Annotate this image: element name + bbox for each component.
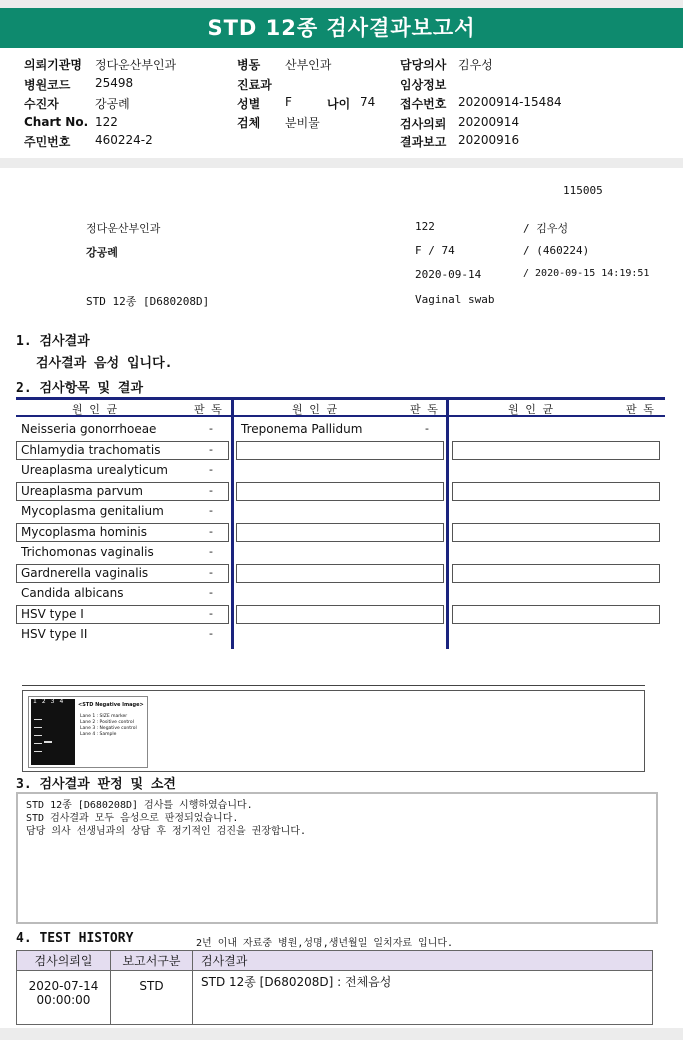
accession-value: 20200914-15484	[458, 95, 562, 109]
hospital-label: 의뢰기관명	[24, 58, 82, 72]
organism-name: HSV type I	[21, 606, 84, 621]
gel-title: <STD Negative Image>	[78, 702, 144, 708]
gel-lane-number: 3	[50, 698, 55, 705]
clinical-label: 임상정보	[400, 78, 447, 92]
doctor-label: 담당의사	[400, 58, 447, 72]
summary-hospital: 정다운산부인과	[86, 222, 161, 235]
ward-label: 병동	[237, 58, 261, 72]
history-col-type: 보고서구분	[111, 951, 193, 971]
empty-result-box	[452, 605, 660, 624]
col-organism-header-3: 원 인 균	[508, 403, 554, 416]
opinion-text	[26, 799, 306, 838]
empty-result-box	[452, 441, 660, 460]
organism-result: -	[425, 422, 429, 435]
organism-name: Ureaplasma urealyticum	[21, 463, 168, 477]
empty-result-box	[236, 482, 444, 501]
gel-lane-number: 4	[59, 698, 64, 705]
organism-result: -	[209, 545, 213, 558]
col-organism-header-2: 원 인 균	[292, 403, 338, 416]
patient-label: 수진자	[24, 97, 59, 111]
empty-result-box	[236, 605, 444, 624]
organism-name: Trichomonas vaginalis	[21, 545, 154, 559]
section3-heading: 3. 검사결과 판정 및 소견	[16, 777, 176, 792]
report-title: STD 12종 검사결과보고서	[0, 8, 683, 48]
organism-name: HSV type II	[21, 627, 88, 641]
history-result: STD 12종 [D680208D] : 전체음성	[193, 971, 653, 1025]
organism-result: -	[209, 422, 213, 435]
col-result-header-2: 판 독	[410, 403, 438, 416]
organism-result: -	[209, 627, 213, 640]
organism-result: -	[209, 442, 213, 456]
organism-result: -	[209, 565, 213, 579]
history-col-result: 검사결과	[193, 951, 653, 971]
gel-lane-numbers	[33, 698, 68, 705]
organism-name: Chlamydia trachomatis	[21, 442, 161, 457]
summary-collect-date: 2020-09-14	[415, 268, 482, 281]
chart-label: Chart No.	[24, 115, 89, 129]
history-date: 2020-07-14	[28, 979, 99, 993]
report-number: 115005	[563, 184, 603, 197]
section1-text: 검사결과 음성 입니다.	[36, 356, 173, 371]
empty-result-box	[452, 564, 660, 583]
section4-heading: 4. TEST HISTORY	[16, 931, 134, 946]
empty-result-box	[236, 441, 444, 460]
specimen-value: 분비물	[285, 116, 320, 130]
history-date-cell	[17, 971, 111, 1025]
table-divider-1	[231, 397, 234, 649]
code-value: 25498	[95, 76, 134, 90]
specimen-label: 검체	[237, 116, 261, 130]
table-divider-2	[446, 397, 449, 649]
opinion-line: STD 검사결과 모두 음성으로 판정되었습니다.	[26, 813, 239, 824]
summary-sex-age: F / 74	[415, 244, 455, 257]
dept-label: 진료과	[237, 78, 272, 92]
organism-name: Ureaplasma parvum	[21, 483, 143, 498]
request-value: 20200914	[458, 115, 520, 129]
gel-lane-number: 1	[33, 698, 37, 705]
gel-legend-item: Lane 1 : SIZE marker	[80, 714, 128, 719]
organism-result: -	[209, 606, 213, 620]
summary-birth: / (460224)	[523, 244, 590, 257]
empty-result-box	[236, 523, 444, 542]
doctor-value: 김우성	[458, 58, 493, 72]
organism-result: -	[209, 483, 213, 497]
history-time: 00:00:00	[36, 993, 91, 1007]
organism-name: Neisseria gonorrhoeae	[21, 422, 157, 436]
summary-specimen: Vaginal swab	[415, 293, 495, 306]
summary-doctor: / 김우성	[523, 222, 569, 235]
summary-chart-no: 122	[415, 220, 435, 233]
organism-result: -	[209, 504, 213, 517]
organism-result: -	[209, 524, 213, 538]
table-top-rule	[16, 397, 665, 400]
organism-result: -	[209, 463, 213, 476]
request-label: 검사의뢰	[400, 117, 447, 131]
report-value: 20200916	[458, 133, 520, 147]
organism-result: -	[209, 586, 213, 599]
summary-report-datetime: / 2020-09-15 14:19:51	[523, 268, 650, 279]
section2-heading: 2. 검사항목 및 결과	[16, 381, 144, 396]
gel-legend-item: Lane 3 : Negative control	[80, 726, 137, 731]
opinion-line: 담당 의사 선생님과의 상담 후 정기적인 검진을 권장합니다.	[26, 826, 307, 837]
report-header	[0, 48, 683, 158]
organism-name: Candida albicans	[21, 586, 124, 600]
chart-value: 122	[95, 115, 118, 129]
sex-value: F	[285, 95, 292, 109]
summary-test-name: STD 12종 [D680208D]	[86, 295, 210, 308]
code-label: 병원코드	[24, 78, 71, 92]
accession-label: 접수번호	[400, 97, 447, 111]
history-type: STD	[111, 971, 193, 1025]
rrn-value: 460224-2	[95, 133, 153, 147]
gel-legend-item: Lane 2 : Positive control	[80, 720, 134, 725]
col-organism-header-1: 원 인 균	[72, 403, 118, 416]
organism-name: Treponema Pallidum	[241, 422, 363, 436]
organism-name: Mycoplasma genitalium	[21, 504, 164, 518]
history-row	[17, 971, 653, 1025]
col-result-header-1: 판 독	[194, 403, 222, 416]
hospital-value: 정다운산부인과	[95, 58, 177, 72]
organism-name: Mycoplasma hominis	[21, 524, 147, 539]
gel-top-rule	[22, 685, 645, 686]
organism-name: Gardnerella vaginalis	[21, 565, 149, 580]
patient-value: 강공례	[95, 97, 130, 111]
gel-lane-number: 2	[41, 698, 46, 705]
rrn-label: 주민번호	[24, 135, 71, 149]
empty-result-box	[452, 523, 660, 542]
history-table	[16, 950, 653, 1025]
empty-result-box	[452, 482, 660, 501]
empty-result-box	[236, 564, 444, 583]
ward-value: 산부인과	[285, 58, 332, 72]
section1-heading: 1. 검사결과	[16, 334, 90, 349]
opinion-line: STD 12종 [D680208D] 검사를 시행하였습니다.	[26, 800, 253, 811]
history-col-date: 검사의뢰일	[17, 951, 111, 971]
history-note: 2년 이내 자료중 병원,성명,생년월일 일치자료 입니다.	[196, 938, 454, 949]
gel-legend	[80, 714, 137, 738]
report-label: 결과보고	[400, 135, 447, 149]
age-value: 74	[360, 95, 376, 109]
col-result-header-3: 판 독	[626, 403, 654, 416]
gel-legend-item: Lane 4 : Sample	[80, 732, 117, 737]
summary-patient: 강공례	[86, 246, 118, 259]
sex-label: 성별	[237, 97, 261, 111]
age-label: 나이	[327, 97, 351, 111]
